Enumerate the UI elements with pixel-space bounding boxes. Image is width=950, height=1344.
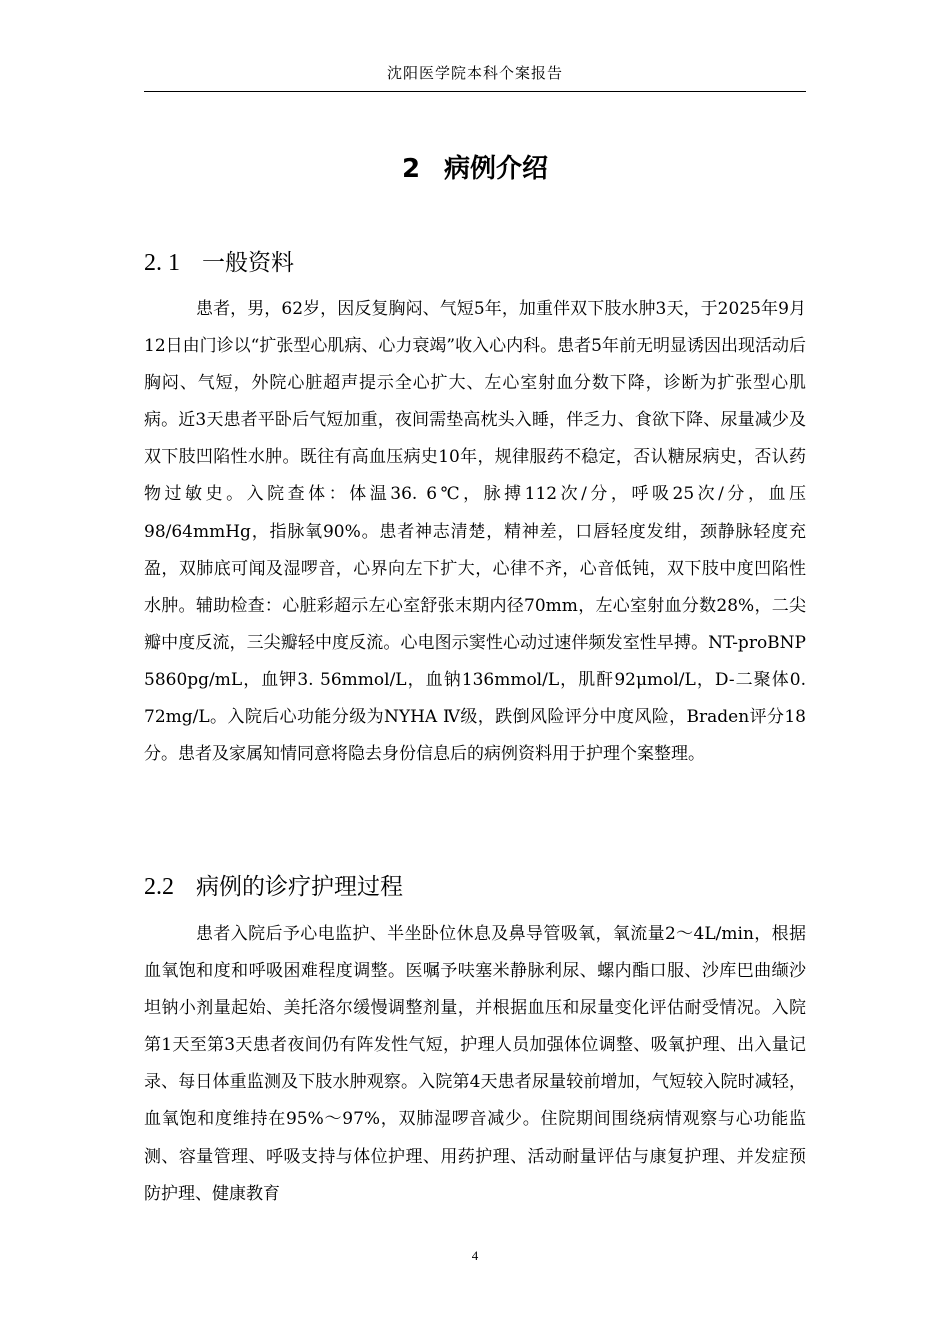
chapter-title (144, 148, 806, 185)
page-number: 4 (471, 1248, 479, 1263)
section-title: 一般资料 (202, 250, 294, 276)
chapter-number: 2 (401, 154, 421, 184)
section-title: 病例的诊疗护理过程 (196, 874, 403, 900)
section-heading-general-info (144, 244, 294, 277)
body-paragraph-general-info: 患者，男，62岁，因反复胸闷、气短5年，加重伴双下肢水肿3天，于2025年9月12日由门诊以“扩张型心肌病、心力衰竭”收入心内科。患者5年前无明显诱因出现活动后胸闷、气短，外院心脏超声提示全心扩大、左心室射血分数下降，诊断为扩张型心肌病。近3天患者平卧后气短加重，夜间需垫高枕头入睡，伴乏力、食欲下降、尿量减少及双下肢凹陷性水肿。既往有高血压病史10年，规律服药不稳定，否认糖尿病史，否认药物过敏史。入院查体：体温36. 6℃，脉搏112次/分，呼吸25次/分，血压98/64mmHg，指脉氧90%。患者神志清楚，精神差，口唇轻度发绀，颈静脉轻度充盈，双肺底可闻及湿啰音，心界向左下扩大，心律不齐，心音低钝，双下肢中度凹陷性水肿。辅助检查：心脏彩超示左心室舒张末期内径70mm，左心室射血分数28%，二尖瓣中度反流，三尖瓣轻中度反流。心电图示窦性心动过速伴频发室性早搏。NT-proBNP 5860pg/mL，血钾3. 56mmol/L，血钠136mmol/L，肌酐92μmol/L，D-二聚体0. 72mg/L。入院后心功能分级为NYHA Ⅳ级，跌倒风险评分中度风险，Braden评分18分。患者及家属知情同意将隐去身份信息后的病例资料用于护理个案整理。 (144, 299, 806, 765)
section-number: 2.2 (144, 874, 174, 900)
header-rule (144, 91, 806, 92)
running-header: 沈阳医学院本科个案报告 (386, 64, 563, 82)
chapter-title-text: 病例介绍 (444, 154, 549, 184)
body-paragraph-treatment-process: 患者入院后予心电监护、半坐卧位休息及鼻导管吸氧，氧流量2～4L/min，根据血氧饱和度和呼吸困难程度调整。医嘱予呋塞米静脉利尿、螺内酯口服、沙库巴曲缬沙坦钠小剂量起始、美托洛尔缓慢调整剂量，并根据血压和尿量变化评估耐受情况。入院第1天至第3天患者夜间仍有阵发性气短，护理人员加强体位调整、吸氧护理、出入量记录、每日体重监测及下肢水肿观察。入院第4天患者尿量较前增加，气短较入院时减轻，血氧饱和度维持在95%～97%，双肺湿啰音减少。住院期间围绕病情观察与心功能监测、容量管理、呼吸支持与体位护理、用药护理、活动耐量评估与康复护理、并发症预防护理、健康教育 (144, 924, 806, 1204)
section-heading-treatment-process (144, 868, 403, 901)
section-number: 2. 1 (144, 250, 180, 276)
